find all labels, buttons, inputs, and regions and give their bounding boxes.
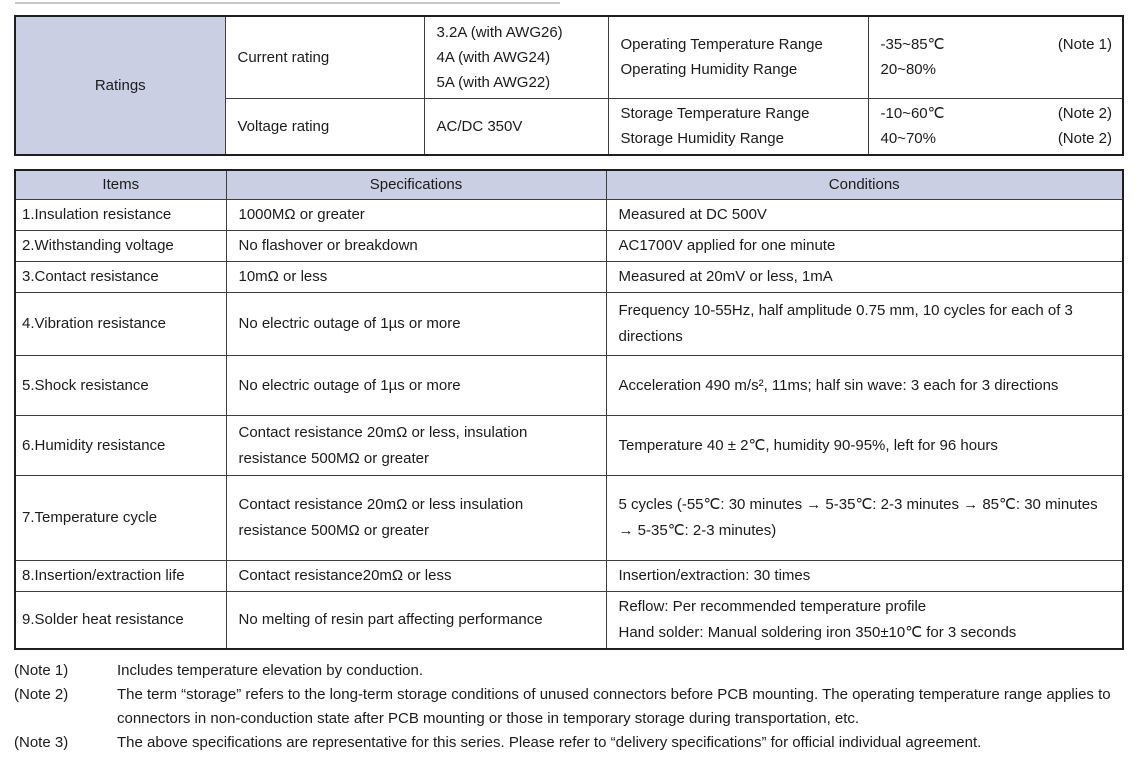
cropped-divider-line — [15, 2, 560, 4]
item-cell: 2.Withstanding voltage — [15, 231, 226, 262]
spec-cell: No flashover or breakdown — [226, 231, 606, 262]
current-rating-label: Current rating — [225, 16, 424, 98]
item-cell: 3.Contact resistance — [15, 262, 226, 293]
operating-humidity-range-value-line — [881, 57, 1113, 82]
condition-cell — [606, 592, 1123, 650]
spec-cell: Contact resistance20mΩ or less — [226, 561, 606, 592]
voltage-rating-value-line: AC/DC 350V — [436, 117, 523, 135]
footnote-text: Includes temperature elevation by conduction. — [117, 662, 424, 679]
voltage-rating-value-cell — [424, 98, 608, 155]
footnote-label: (Note 3) — [14, 734, 69, 751]
spec-cell: Contact resistance 20mΩ or less, insulation resistance 500MΩ or greater — [226, 416, 606, 476]
note-2-reference: (Note 2) — [1057, 105, 1112, 123]
current-rating-value-line: 5A (with AWG22) — [436, 73, 551, 91]
spec-row-shock-resistance — [15, 356, 1123, 416]
condition-line-reflow: Reflow: Per recommended temperature profile — [618, 598, 927, 615]
storage-range-values-cell — [868, 98, 1123, 155]
spec-row-insulation-resistance — [15, 200, 1123, 231]
spec-cell: 1000MΩ or greater — [226, 200, 606, 231]
footnote-3 — [14, 731, 1137, 755]
footnote-label: (Note 2) — [14, 686, 69, 703]
storage-humidity-range-value-line — [881, 126, 1113, 151]
spec-row-solder-heat-resistance — [15, 592, 1123, 650]
condition-cell: Insertion/extraction: 30 times — [606, 561, 1123, 592]
ratings-row-current — [15, 16, 1123, 98]
operating-temperature-range-value: -35~85℃ — [880, 36, 945, 54]
item-cell: 6.Humidity resistance — [15, 416, 226, 476]
ratings-group-label: Ratings — [15, 16, 225, 155]
operating-temperature-range-label: Operating Temperature Range — [620, 36, 823, 54]
item-cell: 4.Vibration resistance — [15, 293, 226, 356]
footnote-label: (Note 1) — [14, 662, 69, 679]
item-cell: 7.Temperature cycle — [15, 476, 226, 561]
voltage-rating-label: Voltage rating — [225, 98, 424, 155]
spec-row-insertion-extraction-life — [15, 561, 1123, 592]
spec-cell: No electric outage of 1µs or more — [226, 356, 606, 416]
condition-cell: Measured at 20mV or less, 1mA — [606, 262, 1123, 293]
storage-temperature-range-value-line — [881, 101, 1113, 126]
item-cell: 9.Solder heat resistance — [15, 592, 226, 650]
storage-temperature-range-value: -10~60℃ — [880, 105, 945, 123]
footnotes-section — [14, 659, 1137, 755]
spec-cell: Contact resistance 20mΩ or less insulation resistance 500MΩ or greater — [226, 476, 606, 561]
spec-cell: No electric outage of 1µs or more — [226, 293, 606, 356]
spec-row-humidity-resistance — [15, 416, 1123, 476]
operating-range-values-cell — [868, 16, 1123, 98]
condition-cell: Frequency 10-55Hz, half amplitude 0.75 mm, 10 cycles for each of 3 directions — [606, 293, 1123, 356]
storage-humidity-range-value: 40~70% — [880, 130, 936, 148]
footnote-text: The above specifications are representative for this series. Please refer to “delivery specifications” for official individual agreement. — [117, 734, 982, 751]
spec-cell: No melting of resin part affecting performance — [226, 592, 606, 650]
condition-cell: Measured at DC 500V — [606, 200, 1123, 231]
condition-cell: AC1700V applied for one minute — [606, 231, 1123, 262]
condition-cell: Temperature 40 ± 2℃, humidity 90-95%, left for 96 hours — [606, 416, 1123, 476]
storage-range-labels-cell — [608, 98, 868, 155]
operating-temperature-range-value-line — [881, 32, 1113, 57]
footnote-1 — [14, 659, 1137, 683]
storage-temperature-range-label: Storage Temperature Range — [620, 105, 810, 123]
current-rating-value-line: 3.2A (with AWG26) — [436, 23, 563, 41]
condition-line-hand-solder: Hand solder: Manual soldering iron 350±10℃ for 3 seconds — [618, 624, 1017, 641]
item-cell: 1.Insulation resistance — [15, 200, 226, 231]
operating-humidity-range-value: 20~80% — [880, 61, 936, 79]
note-1-reference: (Note 1) — [1057, 36, 1112, 54]
operating-humidity-range-label: Operating Humidity Range — [620, 61, 798, 79]
conditions-column-header: Conditions — [606, 170, 1123, 200]
ratings-table — [14, 15, 1124, 156]
items-column-header: Items — [15, 170, 226, 200]
spec-row-temperature-cycle — [15, 476, 1123, 561]
note-2-reference: (Note 2) — [1057, 130, 1112, 148]
condition-cell: Acceleration 490 m/s², 11ms; half sin wave: 3 each for 3 directions — [606, 356, 1123, 416]
item-cell: 8.Insertion/extraction life — [15, 561, 226, 592]
operating-range-labels-cell — [608, 16, 868, 98]
spec-row-vibration-resistance — [15, 293, 1123, 356]
current-rating-values-cell — [424, 16, 608, 98]
footnote-text: The term “storage” refers to the long-term storage conditions of unused connectors before PCB mounting. The operating temperature range applies to connectors in non-conduction state after PCB mounting or those in temporary storage during transportation, etc. — [117, 686, 1111, 727]
item-cell: 5.Shock resistance — [15, 356, 226, 416]
current-rating-value-line: 4A (with AWG24) — [436, 48, 551, 66]
specifications-table — [14, 169, 1124, 650]
footnote-2 — [14, 683, 1137, 731]
spec-row-contact-resistance — [15, 262, 1123, 293]
spec-cell: 10mΩ or less — [226, 262, 606, 293]
storage-humidity-range-label: Storage Humidity Range — [620, 130, 784, 148]
condition-cell: 5 cycles (-55℃: 30 minutes → 5-35℃: 2-3 minutes → 85℃: 30 minutes → 5-35℃: 2-3 minutes) — [606, 476, 1123, 561]
specifications-column-header: Specifications — [226, 170, 606, 200]
spec-header-row — [15, 170, 1123, 200]
spec-row-withstanding-voltage — [15, 231, 1123, 262]
